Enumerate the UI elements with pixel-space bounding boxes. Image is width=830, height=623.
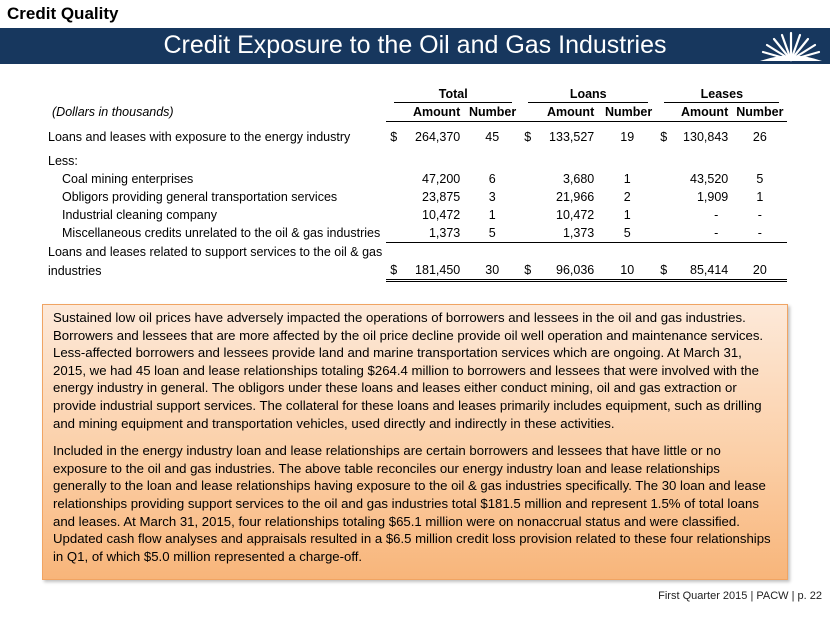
- cell-value: 264,370: [415, 130, 461, 144]
- group-header-leases: Leases: [656, 85, 787, 103]
- commentary-paragraph: Included in the energy industry loan and lease relationships are certain borrowers and lessees that have little or no exposure to the oil and gas industries. The above table reconciles our energy industry loan and lease relationships generally to the loan and lease relationships having exposure to the oil & gas industries specifically. The 30 loan and lease relationships providing support services to the oil and gas industries total $181.5 million and represent 1.5% of total loans and leases. At March 31, 2015, four relationships totaling $65.1 million were on nonaccrual status and were classified. Updated cash flow analyses and appraisals resulted in a $6.5 million credit loss provision related to these four relationships in Q1, of which $5.0 million represented a charge-off.: [53, 443, 771, 564]
- sunburst-logo-icon: [760, 30, 822, 62]
- table-row-total: [44, 261, 787, 281]
- table-row-exposure: [44, 128, 787, 146]
- column-header: Number: [464, 103, 520, 122]
- cell-value: -: [757, 208, 762, 222]
- column-header: Amount: [520, 103, 598, 122]
- cell-value: 96,036: [556, 263, 595, 277]
- cell-value: 20: [732, 261, 787, 281]
- column-header: Number: [732, 103, 787, 122]
- table-row-total-label: [44, 243, 787, 262]
- cell-value: 5: [464, 224, 520, 243]
- cell-value: 1: [623, 172, 631, 186]
- currency-symbol: $: [524, 130, 532, 144]
- cell-value: -: [656, 224, 732, 243]
- column-header-row: [44, 103, 787, 122]
- currency-symbol: $: [390, 263, 398, 277]
- cell-value: 45: [485, 130, 500, 144]
- cell-value: 130,843: [683, 130, 729, 144]
- cell-value: -: [714, 208, 719, 222]
- cell-value: 2: [623, 190, 631, 204]
- group-header-loans: Loans: [520, 85, 656, 103]
- cell-value: 30: [464, 261, 520, 281]
- group-header-total: Total: [386, 85, 520, 103]
- cell-value: 19: [620, 130, 635, 144]
- currency-symbol: $: [524, 263, 532, 277]
- units-label: (Dollars in thousands): [52, 105, 174, 120]
- cell-value: -: [732, 224, 787, 243]
- cell-value: 1,909: [696, 190, 729, 204]
- group-header-row: [44, 85, 787, 103]
- currency-symbol: $: [660, 130, 668, 144]
- cell-value: 47,200: [422, 172, 461, 186]
- column-header: Amount: [386, 103, 464, 122]
- cell-value: 10,472: [556, 208, 595, 222]
- cell-value: 1: [623, 208, 631, 222]
- cell-value: 3,680: [562, 172, 595, 186]
- table-row: [44, 206, 787, 224]
- commentary-box: [42, 304, 788, 580]
- cell-value: 1,373: [386, 224, 464, 243]
- cell-value: 1: [756, 190, 764, 204]
- cell-value: 43,520: [690, 172, 729, 186]
- row-label: Obligors providing general transportation services: [62, 190, 338, 204]
- cell-value: 1: [488, 208, 496, 222]
- cell-value: 5: [598, 224, 656, 243]
- table-row: [44, 224, 787, 243]
- row-label: Coal mining enterprises: [62, 172, 194, 186]
- currency-symbol: $: [660, 263, 668, 277]
- column-header: Number: [598, 103, 656, 122]
- cell-value: 21,966: [556, 190, 595, 204]
- row-label: Loans and leases related to support services to the oil & gas: [48, 244, 383, 259]
- cell-value: 5: [756, 172, 764, 186]
- table-row-less: [44, 152, 787, 170]
- cell-value: 23,875: [422, 190, 461, 204]
- column-header: Amount: [656, 103, 732, 122]
- cell-value: 26: [752, 130, 767, 144]
- title-banner: [0, 28, 830, 64]
- currency-symbol: $: [390, 130, 398, 144]
- less-label: Less:: [48, 154, 78, 168]
- cell-value: 10: [598, 261, 656, 281]
- commentary-paragraph: Sustained low oil prices have adversely impacted the operations of borrowers and lessees in the oil and gas industries. Borrowers and lessees that are more affected by the oil price decline provide oil well operation and maintenance services. Less-affected borrowers and lessees provide land and marine transportation services which are ongoing. At March 31, 2015, we had 45 loan and lease relationships totaling $264.4 million to borrowers and lessees that were involved with the energy industry in general. The obligors under these loans and leases either conduct mining, oil and gas extraction or provide industrial support services. The collateral for these loans and leases primarily includes equipment, such as drilling and mining equipment and transportation vehicles, used directly and indirectly in these activities.: [53, 310, 764, 431]
- page-footer: First Quarter 2015 | PACW | p. 22: [658, 590, 822, 602]
- cell-value: 133,527: [549, 130, 595, 144]
- cell-value: 181,450: [415, 263, 461, 277]
- slide-title: Credit Exposure to the Oil and Gas Industries: [163, 31, 667, 59]
- row-label: Industrial cleaning company: [62, 208, 217, 222]
- row-label-continued: industries: [48, 263, 102, 278]
- table-row: [44, 170, 787, 188]
- cell-value: 85,414: [690, 263, 729, 277]
- row-label: Loans and leases with exposure to the energy industry: [48, 130, 351, 144]
- cell-value: 1,373: [520, 224, 598, 243]
- cell-value: 3: [488, 190, 496, 204]
- cell-value: 10,472: [422, 208, 461, 222]
- section-title: Credit Quality: [7, 4, 119, 23]
- cell-value: 6: [488, 172, 496, 186]
- row-label: Miscellaneous credits unrelated to the oil & gas industries: [62, 226, 381, 241]
- credit-exposure-table: [44, 85, 787, 282]
- table-row: [44, 188, 787, 206]
